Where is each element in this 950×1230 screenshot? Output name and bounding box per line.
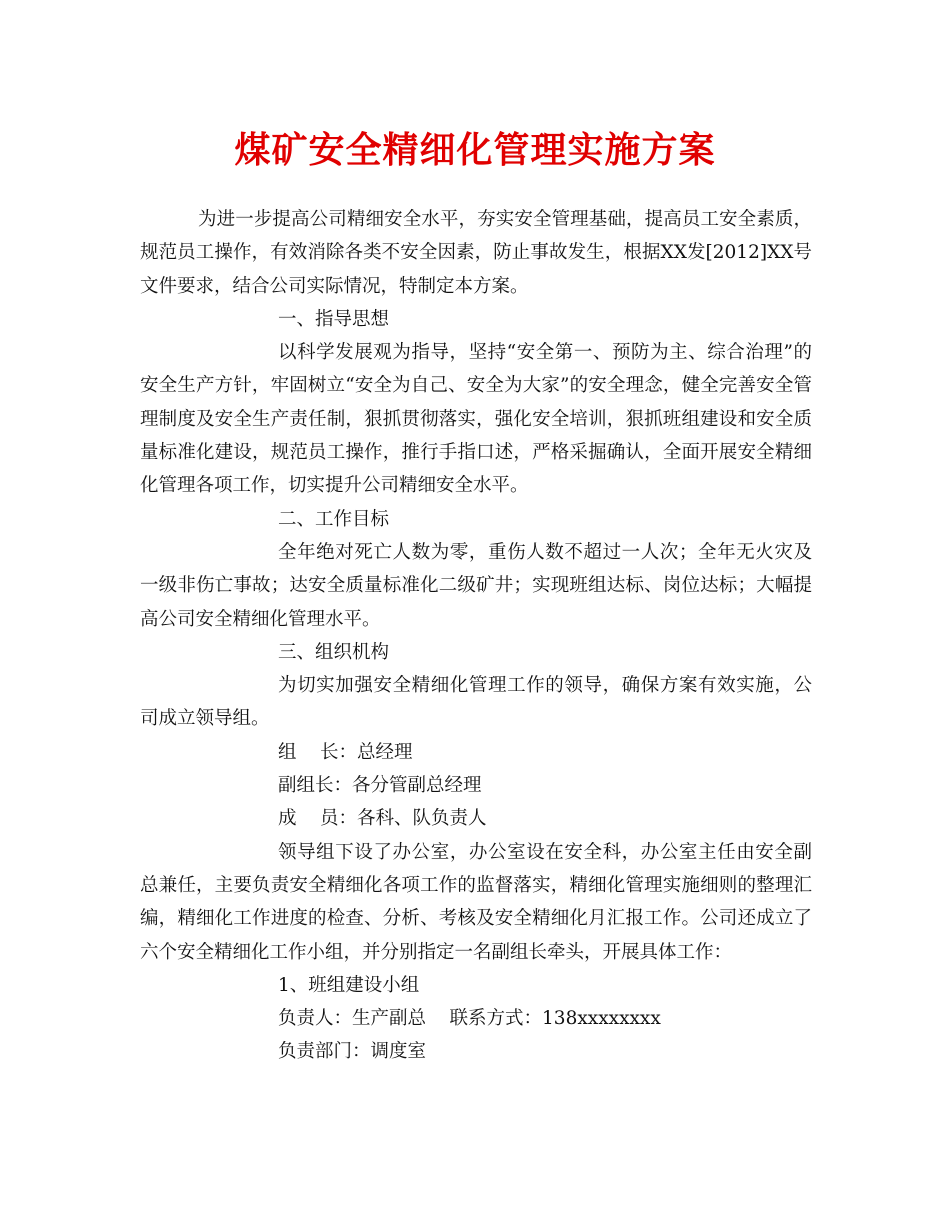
members-line: 成 员：各科、队负责人	[278, 808, 487, 830]
document-title: 煤矿安全精细化管理实施方案	[234, 129, 716, 171]
group1-person-line: 负责人：生产副总 联系方式：138xxxxxxxx	[278, 1008, 661, 1030]
section-heading-guiding-ideology: 一、指导思想	[278, 308, 390, 330]
section-heading-work-goals: 二、工作目标	[278, 508, 390, 530]
intro-paragraph: 为进一步提高公司精细安全水平，夯实安全管理基础，提高员工安全素质，规范员工操作，有效消除各类不安全因素，防止事故发生，根据XX发[2012]XX号文件要求，结合公司实际情况，特制定本方案。	[140, 209, 812, 297]
group1-heading: 1、班组建设小组	[278, 974, 420, 996]
group1-department-line: 负责部门：调度室	[278, 1041, 427, 1063]
section-heading-organization: 三、组织机构	[278, 641, 390, 663]
document-body	[140, 203, 812, 1069]
office-paragraph: 领导组下设了办公室，办公室设在安全科，办公室主任由安全副总兼任，主要负责安全精细化各项工作的监督落实，精细化管理实施细则的整理汇编，精细化工作进度的检查、分析、考核及安全精细化月汇报工作。公司还成立了六个安全精细化工作小组，并分别指定一名副组长牵头，开展具体工作：	[140, 841, 812, 963]
work-goals-paragraph: 全年绝对死亡人数为零，重伤人数不超过一人次；全年无火灾及一级非伤亡事故；达安全质量标准化二级矿井；实现班组达标、岗位达标；大幅提高公司安全精细化管理水平。	[140, 541, 812, 630]
guiding-ideology-paragraph: 以科学发展观为指导，坚持“安全第一、预防为主、综合治理”的安全生产方针，牢固树立“安全为自己、安全为大家”的安全理念，健全完善安全管理制度及安全生产责任制，狠抓贯彻落实，强化安全培训，狠抓班组建设和安全质量标准化建设，规范员工操作，推行手指口述，严格采掘确认，全面开展安全精细化管理各项工作，切实提升公司精细安全水平。	[140, 342, 812, 497]
organization-paragraph: 为切实加强安全精细化管理工作的领导，确保方案有效实施，公司成立领导组。	[140, 675, 812, 730]
leader-line: 组 长：总经理	[278, 741, 413, 763]
deputy-leader-line: 副组长：各分管副总经理	[278, 775, 482, 797]
